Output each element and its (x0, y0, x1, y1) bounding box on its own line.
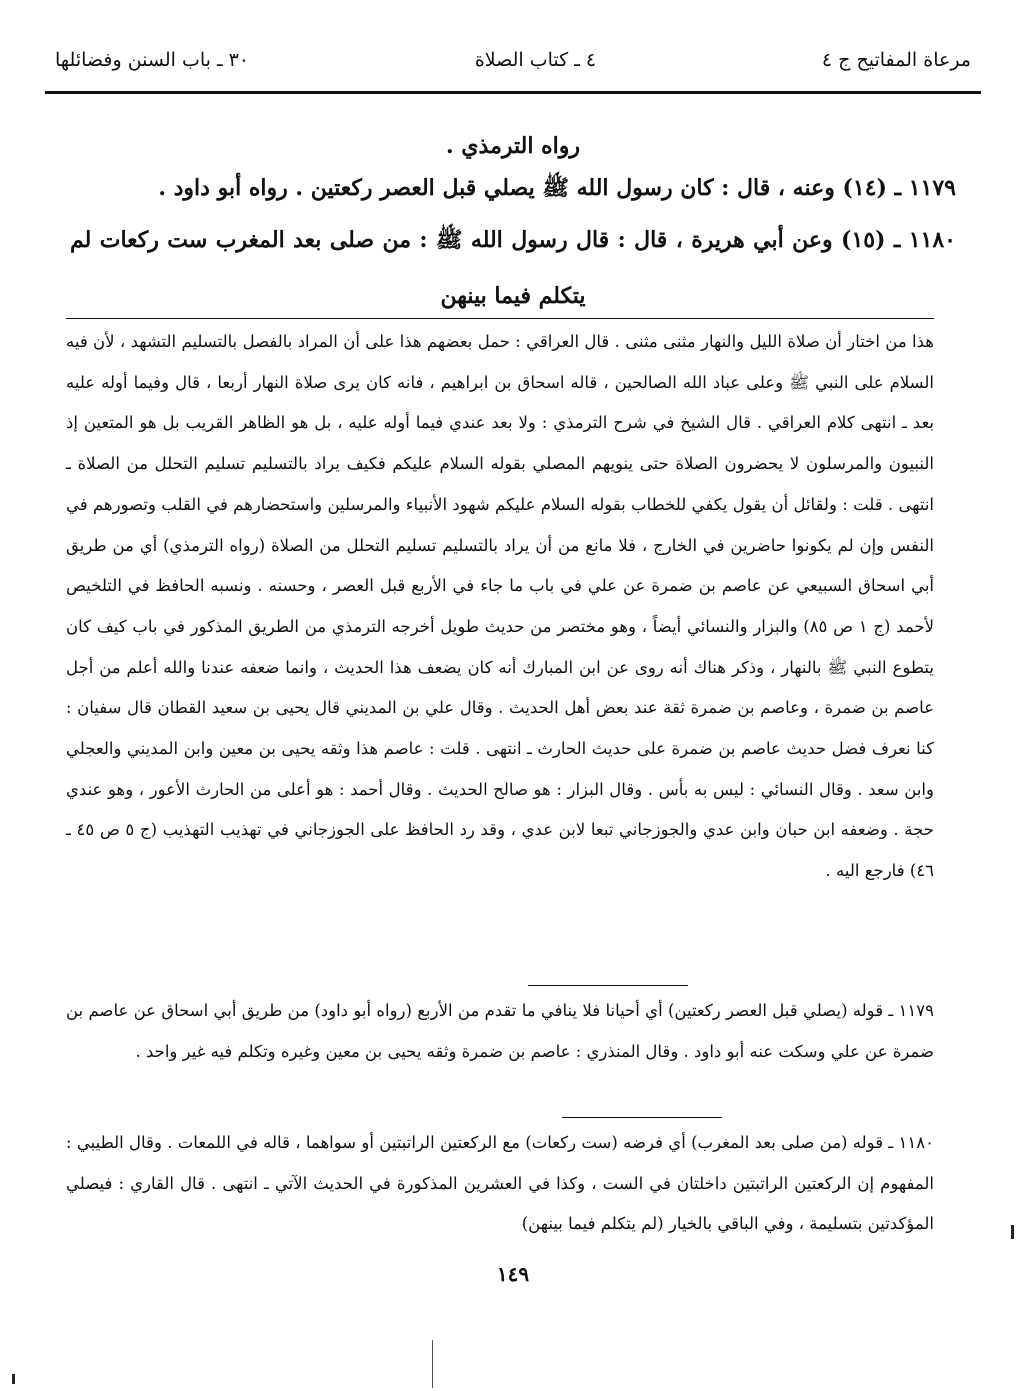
text-commentary-divider (66, 318, 934, 319)
hadith-1179: ١١٧٩ ـ (١٤) وعنه ، قال : كان رسول الله ﷺ يصلي قبل العصر ركعتين . رواه أبو داود . (158, 175, 956, 201)
header-section-title: ٣٠ ـ باب السنن وفضائلها (55, 49, 249, 71)
hadith-1180: ١١٨٠ ـ (١٥) وعن أبي هريرة ، قال : قال رسول الله ﷺ : من صلى بعد المغرب ست ركعات لم يتكلم فيما بينهن (70, 227, 956, 309)
header-book-title: مرعاة المفاتيح ج ٤ (821, 49, 971, 71)
commentary-block (66, 1123, 934, 1245)
commentary-paragraph: ١١٨٠ ـ قوله (من صلى بعد المغرب) أي فرضه (ست ركعات) مع الركعتين الراتبتين أو سواهما ، قاله في اللمعات . وقال الطيبي : المفهوم إن الركعتين الراتبتين داخلتان في الست ، وكذا في العشرين المذكورة في الحديث الآتي ـ انتهى . قال القاري : فيصلي المؤكدتين بتسليمة ، وفي الباقي بالخيار (لم يتكلم فيما بينهن) (66, 1133, 934, 1234)
header-chapter-title: ٤ ـ كتاب الصلاة (474, 49, 597, 71)
commentary-paragraph: هذا من اختار أن صلاة الليل والنهار مثنى مثنى . قال العراقي : حمل بعضهم هذا على أن المراد بالفصل بالتسليم التشهد ، لأن فيه السلام على النبي ﷺ وعلى عباد الله الصالحين ، قاله اسحاق بن ابراهيم ، فانه كان يرى صلاة النهار أربعا ، قال وفيما أوله عليه بعد ـ انتهى كلام العراقي . قال الشيخ في شرح الترمذي : ولا بعد عندي فيما أوله عليه ، بل هو الظاهر القريب بل هو المتعين إذ النبيون والمرسلون لا يحضرون الصلاة حتى ينويهم المصلي بقوله السلام عليكم فكيف يراد بالتسليم تسليم التحلل من الصلاة ـ انتهى . قلت : ولقائل أن يقول يكفي للخطاب بقوله السلام عليكم شهود الأنبياء والمرسلين واستحضارهم في القلب وتصورهم في النفس وإن لم يكونوا حاضرين في الخارج ، فلا مانع من أن يراد بالتسليم تسليم التحلل من الصلاة (رواه الترمذي) أي من طريق أبي اسحاق السبيعي عن عاصم بن ضمرة عن علي في باب ما جاء في الأربع قبل العصر ، وحسنه . ونسبه الحافظ في التلخيص لأحمد (ج ١ ص ٨٥) والبزار والنسائي أيضاً ، وهو مختصر من حديث طويل أخرجه الترمذي من الطريق المذكور في باب كيف كان يتطوع النبي ﷺ بالنهار ، وذكر هناك أنه روى عن ابن المبارك أنه كان يضعف هذا الحديث ، وانما ضعفه عندنا والله أعلم من أجل عاصم بن ضمرة ، وعاصم بن ضمرة ثقة عند بعض أهل الحديث . وقال علي بن المديني قال يحيى بن سعيد القطان قال سفيان : كنا نعرف فضل حديث عاصم بن ضمرة على حديث الحارث ـ انتهى . قلت : عاصم هذا وثقه يحيى بن معين وابن المديني والعجلي وابن سعد . وقال النسائي : ليس به بأس . وقال البزار : هو صالح الحديث . وقال أحمد : هو أعلى من الحارث الأعور ، وهو عندي حجة . وضعفه ابن حبان وابن عدي والجوزجاني تبعا لابن عدي ، وقد رد الحافظ على الجوزجاني في تهذيب التهذيب (ج ٥ ص ٤٥ ـ ٤٦) فارجع اليه . (66, 332, 934, 881)
scan-margin-line (432, 1340, 433, 1388)
separator-rule (562, 1117, 722, 1118)
commentary-block (66, 991, 934, 1072)
commentary-paragraph: ١١٧٩ ـ قوله (يصلي قبل العصر ركعتين) أي أحيانا فلا ينافي ما تقدم من الأربع (رواه أبو داود) من طريق أبي اسحاق عن عاصم بن ضمرة عن علي وسكت عنه أبو داود . وقال المنذري : عاصم بن ضمرة وثقه يحيى بن معين وغيره وتكلم فيه غير واحد . (66, 1001, 934, 1061)
narrator-line: رواه الترمذي . (445, 133, 580, 159)
scan-mark (12, 1374, 15, 1384)
separator-rule (528, 985, 688, 986)
page-number: ١٤٩ (496, 1262, 530, 1286)
scan-mark (1011, 1225, 1014, 1239)
running-header (55, 40, 971, 80)
commentary-block (66, 322, 934, 892)
header-rule (45, 91, 981, 94)
